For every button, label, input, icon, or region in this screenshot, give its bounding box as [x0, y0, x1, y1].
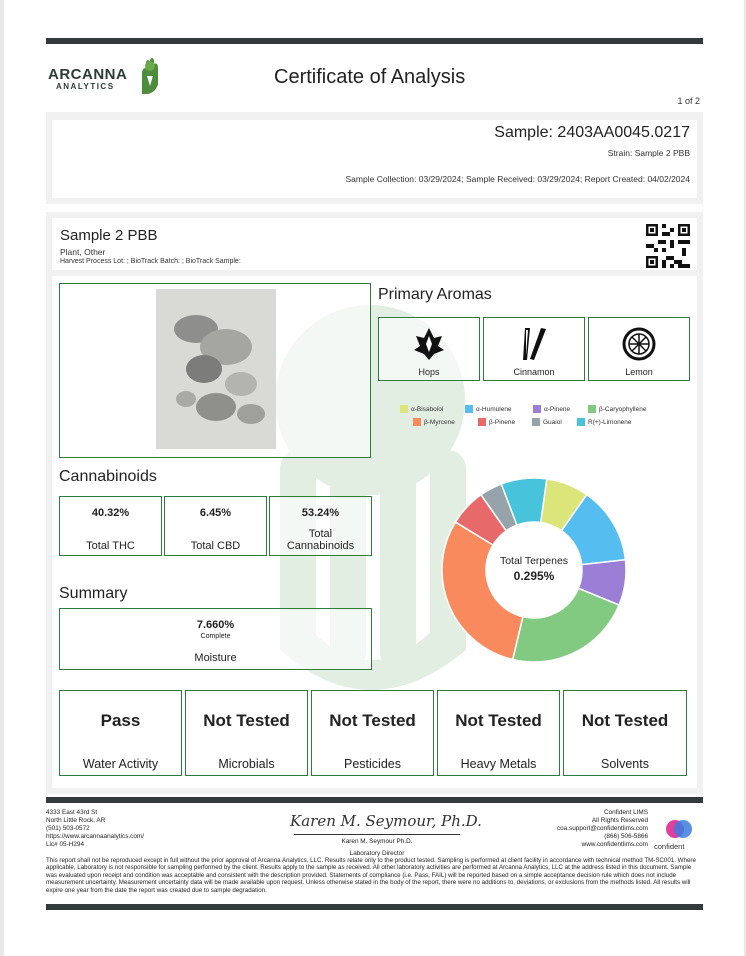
chart-center-value: 0.295%	[513, 569, 555, 583]
sample-name: Sample 2 PBB	[60, 227, 158, 244]
bottom-bar	[46, 904, 703, 910]
sample-lot-info: Harvest Process Lot: ; BioTrack Batch: ; BioTrack Sample:	[60, 258, 241, 265]
lemon-icon	[621, 326, 657, 362]
hops-icon	[412, 326, 446, 362]
cinnamon-icon	[517, 326, 551, 362]
result-card-water-activity	[59, 690, 182, 776]
signature: Karen M. Seymour, Ph.D.	[290, 812, 482, 830]
logo-wordmark: ARCANNA	[48, 66, 128, 83]
signature-line	[294, 834, 460, 835]
legend-item: α-Bisabolol	[400, 405, 443, 413]
lab-address-block: 4333 East 43rd St North Little Rock, AR (501) 503-0572 https://www.arcannaanalytics.com/ Lic# 05-H294	[46, 809, 145, 848]
sample-photo-frame	[59, 283, 371, 458]
cbd-value: 6.45%	[199, 507, 232, 519]
donut-slice	[442, 522, 523, 659]
footer-bar	[46, 797, 703, 803]
result-label: Water Activity	[82, 757, 159, 771]
signer-name: Karen M. Seymour Ph.D.	[341, 838, 413, 845]
legend-item: R(+)-Limonene	[577, 418, 632, 426]
summary-heading: Summary	[59, 585, 128, 602]
donut-slice	[513, 588, 619, 662]
result-card-microbials	[185, 690, 308, 776]
confident-logo-icon	[664, 816, 694, 842]
moisture-card	[59, 608, 372, 670]
signer-title: Laboratory Director	[349, 850, 405, 857]
result-label: Microbials	[218, 757, 275, 771]
arcanna-logo	[48, 56, 168, 102]
legend-item: Guaiol	[532, 418, 562, 426]
aroma-label-lemon: Lemon	[625, 367, 653, 377]
result-label: Pesticides	[344, 757, 401, 771]
aroma-label-cinnamon: Cinnamon	[513, 367, 555, 377]
legend-item: β-Myrcene	[413, 418, 455, 426]
result-value: Not Tested	[203, 711, 290, 730]
aromas-heading: Primary Aromas	[378, 286, 492, 303]
page-title: Certificate of Analysis	[274, 66, 466, 88]
result-value: Pass	[100, 711, 141, 730]
result-label: Heavy Metals	[460, 757, 537, 771]
confident-logo-text: confident	[654, 842, 685, 851]
qr-code	[646, 224, 690, 268]
cannabinoids-heading: Cannabinoids	[59, 468, 157, 485]
coa-page	[4, 0, 744, 956]
aroma-card-lemon	[588, 317, 690, 381]
thc-value: 40.32%	[91, 507, 130, 519]
chart-title: Total Terpenes	[499, 555, 569, 567]
legend-item: β-Pinene	[478, 418, 515, 426]
thc-card	[59, 496, 162, 556]
total-cannabinoids-value: 53.24%	[301, 507, 340, 519]
logo-hand-icon	[134, 56, 164, 96]
total-cannabinoids-label-2: Cannabinoids	[286, 540, 355, 552]
result-card-solvents	[563, 690, 687, 776]
aroma-card-hops	[378, 317, 480, 381]
lims-block: Confident LIMS All Rights Reserved coa.support@confidentlims.com (866) 506-5866 www.confidentlims.com	[556, 809, 648, 848]
result-label: Solvents	[601, 757, 649, 771]
aroma-card-cinnamon	[483, 317, 585, 381]
cbd-card	[164, 496, 267, 556]
cbd-label: Total CBD	[190, 540, 241, 552]
strain-text: Strain: Sample 2 PBB	[607, 148, 690, 158]
sample-type: Plant, Other	[60, 247, 106, 257]
moisture-label: Moisture	[194, 652, 237, 664]
legend-item: β-Caryophyllene	[588, 405, 646, 413]
disclaimer: This report shall not be reproduced except in full without the prior approval of Arcanna Analytics, LLC. Results relate only to the product tested. Sampling is performed at client facility in accordance with technical method TM-SC001. Where applicable, Laboratory is not responsible for sampling performed by the client. Results apply to the sample as received. All other laboratory activities are performed at Arcanna Analytics, LLC at the address listed in this document. Sample was evaluated upon receipt and condition was acceptable and consistent with the description provided. Statements of compliance (i.e. Pass, FAIL) will be reported based on a simple acceptance decision rule which does not include measurement uncertainty. Measurement uncertainty data will be made available upon request. Unless otherwise stated in the body of the report, there were no additions to, deviations, or exclusions from the methods listed. All results will expire one year from the date the report was created due to sample degradation.	[46, 857, 696, 894]
aroma-label-hops: Hops	[418, 367, 440, 377]
sample-dates: Sample Collection: 03/29/2024; Sample Received: 03/29/2024; Report Created: 04/02/2024	[345, 174, 690, 184]
logo-subtitle: ANALYTICS	[56, 82, 115, 91]
result-value: Not Tested	[455, 711, 542, 730]
result-card-heavy-metals	[437, 690, 560, 776]
total-cannabinoids-label-1: Total	[308, 528, 333, 540]
sample-photo	[156, 289, 276, 449]
result-value: Not Tested	[581, 711, 669, 730]
page-number: 1 of 2	[677, 96, 700, 106]
moisture-value: 7.660%	[196, 619, 235, 631]
moisture-status: Complete	[200, 633, 231, 640]
result-card-pesticides	[311, 690, 434, 776]
thc-label: Total THC	[86, 540, 135, 552]
total-cannabinoids-card	[269, 496, 372, 556]
top-bar	[46, 38, 703, 44]
sample-id: Sample: 2403AA0045.0217	[494, 124, 690, 141]
legend-item: α-Humulene	[465, 405, 512, 413]
result-value: Not Tested	[329, 711, 416, 730]
legend-item: α-Pinene	[533, 405, 570, 413]
